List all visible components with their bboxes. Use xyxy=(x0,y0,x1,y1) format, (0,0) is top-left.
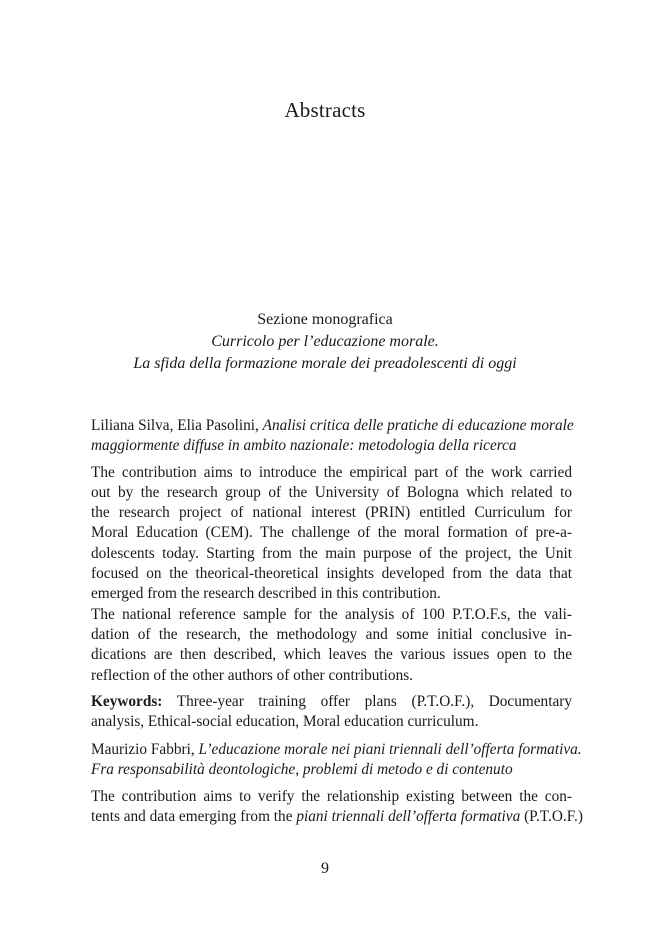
section-subtitle-1: Curricolo per l’educazione morale. xyxy=(211,333,439,350)
abstract-line: dications are then described, which leaves the various issues open to the xyxy=(91,646,572,664)
abstract-line: emerged from the research described in this contribution. xyxy=(91,585,441,603)
abstract-line: out by the research group of the University of Bologna which related to xyxy=(91,483,572,501)
abstract-italic-text: piani triennali dell’offerta formativa xyxy=(296,807,521,825)
abstract-line: reflection of the other authors of other contributions. xyxy=(91,666,413,684)
section-subtitle-2: La sfida della formazione morale dei preadolescenti di oggi xyxy=(133,355,517,372)
abstract-text: (P.T.O.F.) xyxy=(524,807,583,825)
keywords-text-1: Three-year training offer plans (P.T.O.F.), Documentary xyxy=(176,692,572,710)
entry-1-title-part-1: Analisi critica delle pratiche di educazione morale xyxy=(262,417,574,434)
section-heading xyxy=(0,309,650,375)
entry-1-abstract xyxy=(91,463,572,686)
entry-2-heading xyxy=(91,740,582,760)
entry-1-heading xyxy=(91,416,572,436)
abstract-line xyxy=(91,807,583,827)
abstract-line: Moral Education (CEM). The challenge of the moral formation of pre-a- xyxy=(91,524,572,542)
entry-1-authors: Liliana Silva, Elia Pasolini, xyxy=(91,417,259,434)
abstract-entry-1 xyxy=(91,416,572,732)
abstract-line: The contribution aims to introduce the empirical part of the work carried xyxy=(91,463,572,481)
keywords-text-2: analysis, Ethical-social education, Moral education curriculum. xyxy=(91,713,479,731)
keywords-line xyxy=(91,692,572,712)
entry-2-abstract xyxy=(91,787,583,828)
entry-2-title-part-2: Fra responsabilità deontologiche, problemi di metodo e di contenuto xyxy=(91,761,513,779)
page-title: Abstracts xyxy=(284,98,366,122)
abstract-text: tents and data emerging from the xyxy=(91,807,293,825)
abstract-line: the research project of national interest (PRIN) entitled Curriculum for xyxy=(91,504,572,522)
page-number: 9 xyxy=(321,860,329,877)
entry-1-keywords xyxy=(91,692,572,733)
abstract-line: focused on the theorical-theoretical insights developed from the data that xyxy=(91,565,572,583)
abstract-line: dation of the research, the methodology and some initial conclusive in- xyxy=(91,625,572,643)
abstract-line: The national reference sample for the analysis of 100 P.T.O.F.s, the vali- xyxy=(91,605,572,623)
entry-2-title-part-1: L’educazione morale nei piani triennali dell’offerta formativa. xyxy=(198,741,582,758)
entry-1-title-part-2: maggiormente diffuse in ambito nazionale: metodologia della ricerca xyxy=(91,437,517,455)
section-label: Sezione monografica xyxy=(257,311,393,328)
abstract-line: dolescents today. Starting from the main purpose of the project, the Unit xyxy=(91,544,572,562)
keywords-label: Keywords: xyxy=(91,692,163,710)
entry-2-authors: Maurizio Fabbri, xyxy=(91,741,195,758)
abstract-entry-2 xyxy=(91,740,583,827)
abstract-line: The contribution aims to verify the relationship existing between the con- xyxy=(91,787,572,805)
